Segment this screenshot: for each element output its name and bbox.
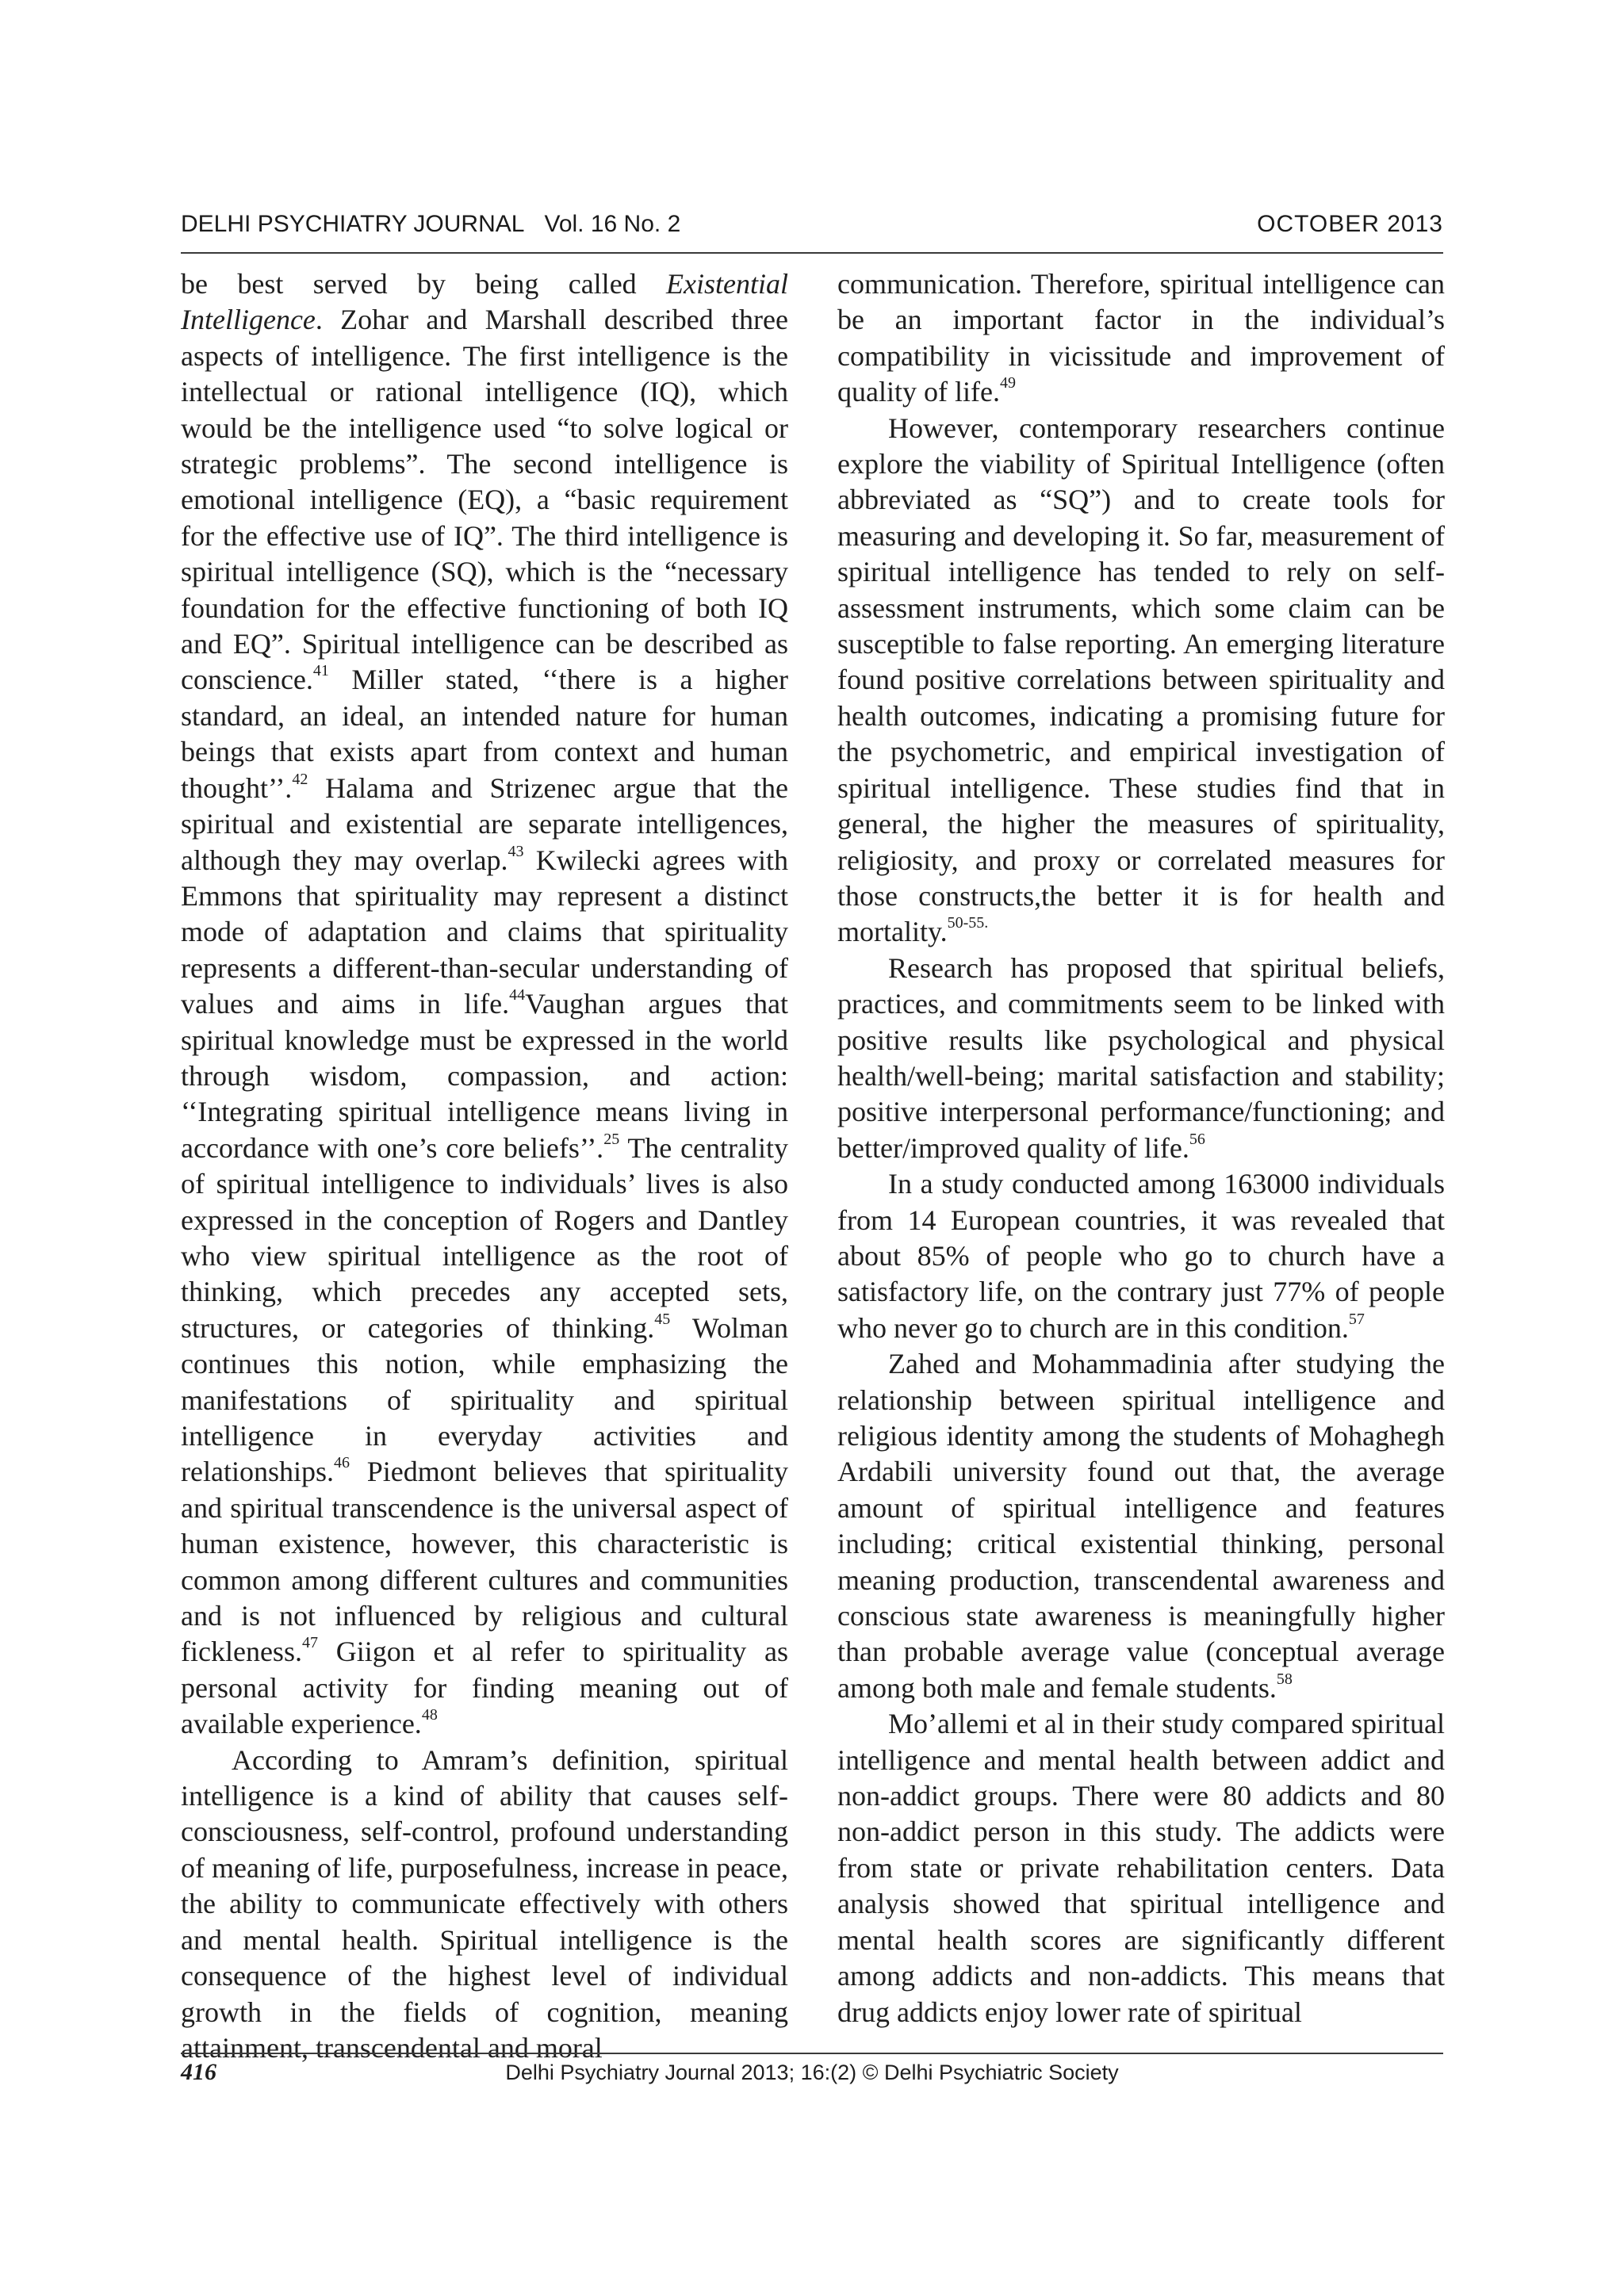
citation-ref: 43	[508, 842, 524, 860]
paragraph: Research has proposed that spiritual beliefs, practices, and commitments seem to be linked with positive results like psychological and physical health/well-being; marital satisfaction and stability; positive interpersonal performance/functioning; and better/improved quality of life.$^{56}$	[837, 951, 1445, 1164]
issue-date: OCTOBER 2013	[1257, 211, 1443, 237]
emphasis-term: Existential Intelligence	[181, 268, 788, 336]
paragraph: Mo’allemi et al in their study compared spiritual intelligence and mental health between addict and non-addict groups. There were 80 addicts and 80 non-addict person in this study. The addicts were from state or private rehabilitation centers. Data analysis showed that spiritual intelligence and mental health scores are significantly different among addicts and non-addicts. This means that drug addicts enjoy lower rate of spiritual	[837, 1708, 1445, 2028]
left-column	[181, 266, 788, 2064]
citation-ref: 48	[421, 1706, 438, 1724]
citation-ref: 25	[603, 1130, 620, 1148]
journal-name: DELHI PSYCHIATRY JOURNAL	[181, 211, 525, 237]
citation-ref: 50-55.	[947, 914, 989, 932]
paragraph: Zahed and Mohammadinia after studying the relationship between spiritual intelligence and religious identity among the students of Mohaghegh Ardabili university found out that, the average amount of spiritual intelligence and features including; critical existential thinking, personal meaning production, transcendental awareness and conscious state awareness is meaningfully higher than probable average value (conceptual average among both male and female students.$^{58}$	[837, 1348, 1445, 1704]
paragraph: In a study conducted among 163000 individuals from 14 European countries, it was revealed that about 85% of people who go to church have a satisfactory life, on the contrary just 77% of people who never go to church are in this condition.$^{57}$	[837, 1168, 1445, 1344]
page-number: 416	[181, 2059, 216, 2085]
citation-ref: 47	[301, 1634, 318, 1652]
footer-citation: Delhi Psychiatry Journal 2013; 16:(2) © Delhi Psychiatric Society	[505, 2061, 1119, 2084]
citation-ref: 45	[654, 1310, 671, 1328]
citation-ref: 56	[1189, 1130, 1205, 1148]
citation-ref: 41	[312, 662, 329, 680]
citation-ref: 44	[509, 986, 526, 1004]
volume-issue: Vol. 16 No. 2	[544, 211, 681, 237]
paragraph: be best served by being called Existential Intelligence. Zohar and Marshall described three aspects of intelligence. The first intelligence is the intellectual or rational intelligence (IQ), which would be the intelligence used “to solve logical or strategic problems”. The second intelligence is emotional intelligence (EQ), a “basic requirement for the effective use of IQ”. The third intelligence is spiritual intelligence (SQ), which is the “necessary foundation for the effective functioning of both IQ and EQ”. Spiritual intelligence can be described as conscience.$^{41}$ Miller stated, ‘‘there is a higher standard, an ideal, an intended nature for human beings that exists apart from context and human thought’’.$^{42}$ Halama and Strizenec argue that the spiritual and existential are separate intelligences, although they may overlap.$^{43}$ Kwilecki agrees with Emmons that spirituality may represent a distinct mode of adaptation and claims that spirituality represents a different-than-secular understanding of values and aims in life.$^{44}$Vaughan argues that spiritual knowledge must be expressed in the world through wisdom, compassion, and action: ‘‘Integrating spiritual intelligence means living in accordance with one’s core beliefs’’.$^{25}$ The centrality of spiritual intelligence to individuals’ lives is also expressed in the conception of Rogers and Dantley who view spiritual intelligence as the root of thinking, which precedes any accepted sets, structures, or categories of thinking.$^{45}$ Wolman continues this notion, while emphasizing the manifestations of spirituality and spiritual intelligence in everyday activities and relationships.$^{46}$ Piedmont believes that spirituality and spiritual transcendence is the universal aspect of human existence, however, this characteristic is common among different cultures and communities and is not influenced by religious and cultural fickleness.$^{47}$ Giigon et al refer to spirituality as personal activity for finding meaning out of available experience.$^{48}$	[181, 268, 788, 1740]
citation-ref: 58	[1276, 1670, 1293, 1688]
header-rule	[181, 252, 1443, 254]
paragraph: According to Amram’s definition, spiritual intelligence is a kind of ability that causes self-consciousness, self-control, profound understanding of meaning of life, purposefulness, increase in peace, the ability to communicate effectively with others and mental health. Spiritual intelligence is the consequence of the highest level of individual growth in the fields of cognition, meaning attainment, transcendental and moral	[181, 1743, 788, 2064]
citation-ref: 42	[292, 770, 308, 788]
right-column	[837, 266, 1445, 2038]
citation-ref: 57	[1348, 1310, 1365, 1328]
citation-ref: 46	[333, 1454, 350, 1472]
footer-rule	[181, 2053, 1443, 2054]
paragraph: communication. Therefore, spiritual intelligence can be an important factor in the individual’s compatibility in vicissitude and improvement of quality of life.$^{49}$	[837, 268, 1445, 408]
paragraph: However, contemporary researchers continue explore the viability of Spiritual Intelligence (often abbreviated as “SQ”) and to create tools for measuring and developing it. So far, measurement of spiritual intelligence has tended to rely on self-assessment instruments, which some claim can be susceptible to false reporting. An emerging literature found positive correlations between spirituality and health outcomes, indicating a promising future for the psychometric, and empirical investigation of spiritual intelligence. These studies find that in general, the higher the measures of spirituality, religiosity, and proxy or correlated measures for those constructs,the better it is for health and mortality.$^{50-55.}$	[837, 411, 1445, 948]
running-header	[181, 211, 1443, 238]
citation-ref: 49	[999, 374, 1016, 392]
